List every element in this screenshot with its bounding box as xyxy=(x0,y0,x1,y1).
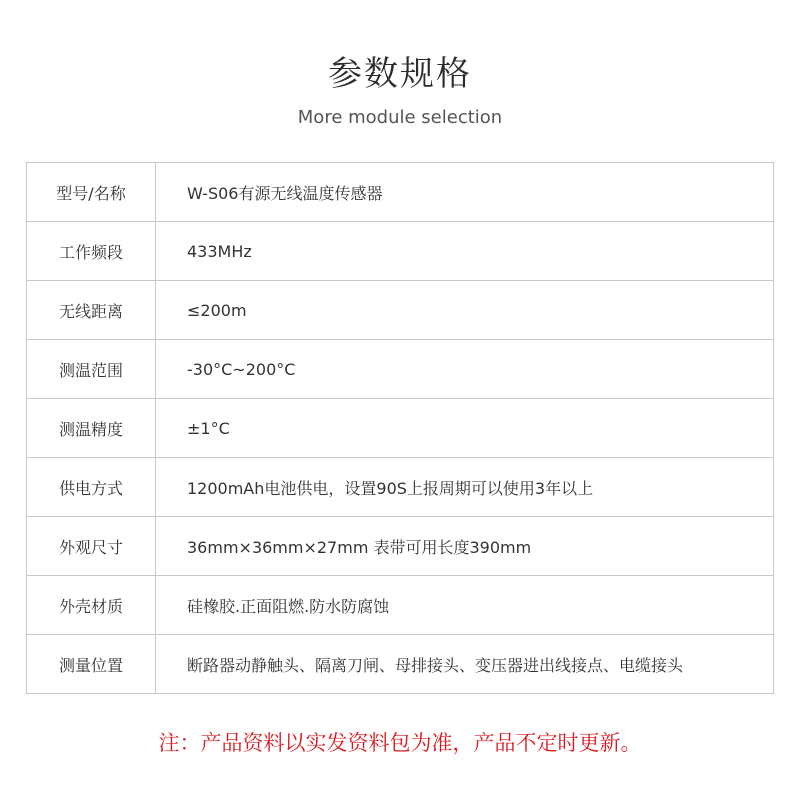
update-notice: 注：产品资料以实发资料包为准，产品不定时更新。 xyxy=(158,731,642,755)
spec-row-dimensions xyxy=(27,517,774,576)
spec-row-power xyxy=(27,458,774,517)
spec-row-position xyxy=(27,635,774,694)
spec-row-temp-range xyxy=(27,340,774,399)
spec-row-range xyxy=(27,281,774,340)
spec-label: 供电方式 xyxy=(27,458,156,517)
spec-row-frequency xyxy=(27,222,774,281)
spec-table xyxy=(26,162,774,694)
spec-value: 硅橡胶.正面阻燃.防水防腐蚀 xyxy=(156,576,774,635)
spec-label: 外观尺寸 xyxy=(27,517,156,576)
spec-label: 外壳材质 xyxy=(27,576,156,635)
spec-value: -30°C~200°C xyxy=(156,340,774,399)
spec-label: 测温精度 xyxy=(27,399,156,458)
spec-label: 测量位置 xyxy=(27,635,156,694)
spec-value: W-S06有源无线温度传感器 xyxy=(156,163,774,222)
page-subtitle: More module selection xyxy=(297,107,503,128)
spec-label: 无线距离 xyxy=(27,281,156,340)
spec-value: 1200mAh电池供电，设置90S上报周期可以使用3年以上 xyxy=(156,458,774,517)
spec-row-model xyxy=(27,163,774,222)
spec-value: 断路器动静触头、隔离刀闸、母排接头、变压器进出线接点、电缆接头 xyxy=(156,635,774,694)
spec-row-accuracy xyxy=(27,399,774,458)
spec-value: ±1°C xyxy=(156,399,774,458)
spec-value: 36mm×36mm×27mm 表带可用长度390mm xyxy=(156,517,774,576)
page-title: 参数规格 xyxy=(328,54,472,94)
spec-label: 工作频段 xyxy=(27,222,156,281)
spec-value: ≤200m xyxy=(156,281,774,340)
spec-value: 433MHz xyxy=(156,222,774,281)
spec-row-material xyxy=(27,576,774,635)
spec-label: 型号/名称 xyxy=(27,163,156,222)
spec-label: 测温范围 xyxy=(27,340,156,399)
